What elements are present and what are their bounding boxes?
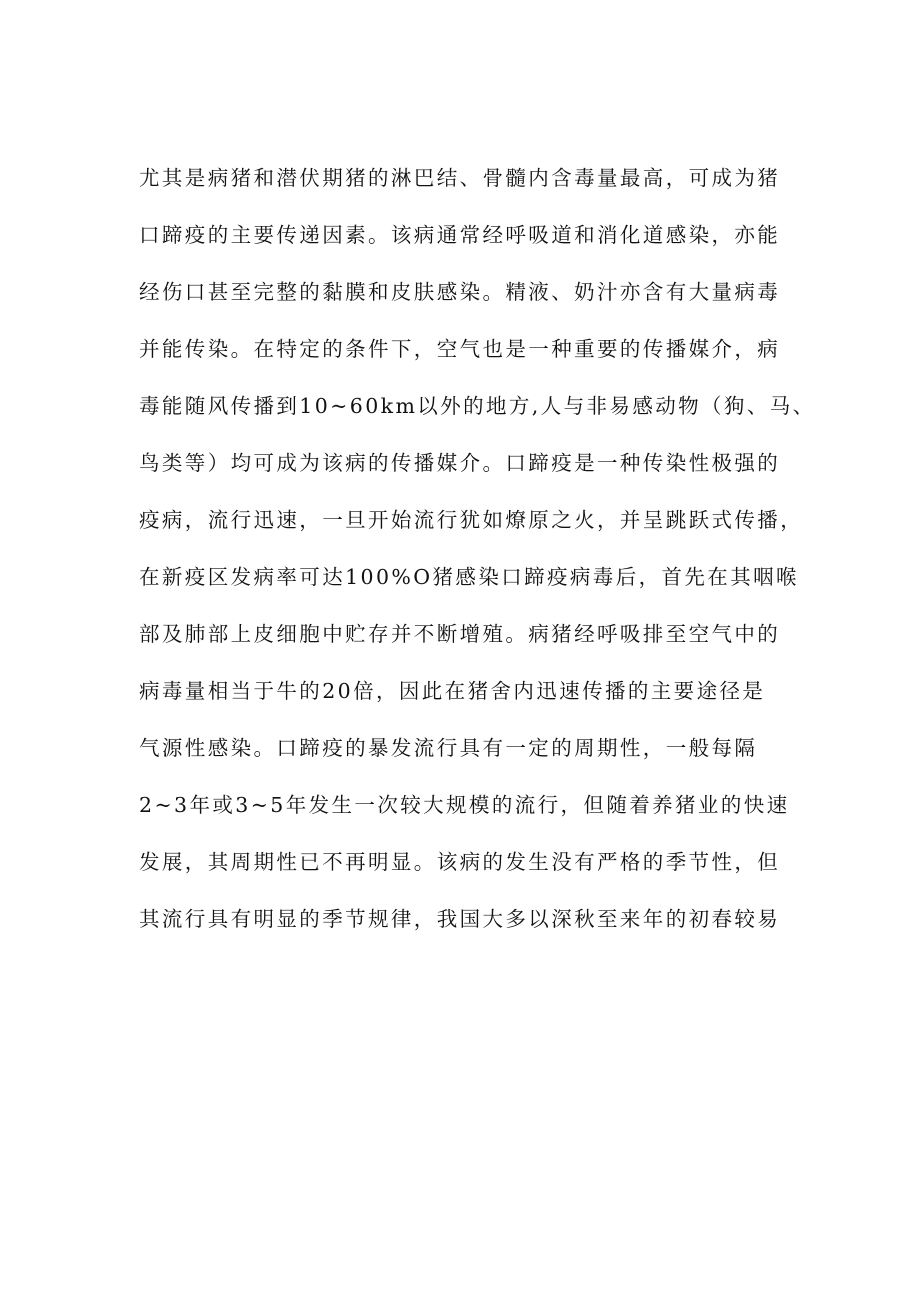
- text-line-1: 尤其是病猪和潜伏期猪的淋巴结、骨髓内含毒量最高，可成为猪: [139, 166, 781, 190]
- text-line-14: 其流行具有明显的季节规律，我国大多以深秋至来年的初春较易: [139, 907, 781, 931]
- text-line-4: 并能传染。在特定的条件下，空气也是一种重要的传播媒介，病: [139, 337, 781, 361]
- text-line-13: 发展，其周期性已不再明显。该病的发生没有严格的季节性，但: [139, 850, 781, 874]
- text-line-7: 疫病，流行迅速，一旦开始流行犹如燎原之火，并呈跳跃式传播，: [139, 508, 804, 532]
- text-line-12: 2~3年或3~5年发生一次较大规模的流行，但随着养猪业的快速: [139, 793, 790, 817]
- paragraph: [139, 150, 816, 948]
- text-line-5: 毒能随风传播到10~60km以外的地方,人与非易感动物（狗、马、: [139, 394, 816, 418]
- text-line-2: 口蹄疫的主要传递因素。该病通常经呼吸道和消化道感染，亦能: [139, 223, 781, 247]
- text-line-3: 经伤口甚至完整的黏膜和皮肤感染。精液、奶汁亦含有大量病毒: [139, 280, 781, 304]
- text-line-9: 部及肺部上皮细胞中贮存并不断增殖。病猪经呼吸排至空气中的: [139, 622, 781, 646]
- text-line-8: 在新疫区发病率可达100%O猪感染口蹄疫病毒后，首先在其咽喉: [139, 565, 799, 589]
- text-line-11: 气源性感染。口蹄疫的暴发流行具有一定的周期性，一般每隔: [139, 736, 758, 760]
- text-line-6: 鸟类等）均可成为该病的传播媒介。口蹄疫是一种传染性极强的: [139, 451, 781, 475]
- text-line-10: 病毒量相当于牛的20倍，因此在猪舍内迅速传播的主要途径是: [139, 679, 766, 703]
